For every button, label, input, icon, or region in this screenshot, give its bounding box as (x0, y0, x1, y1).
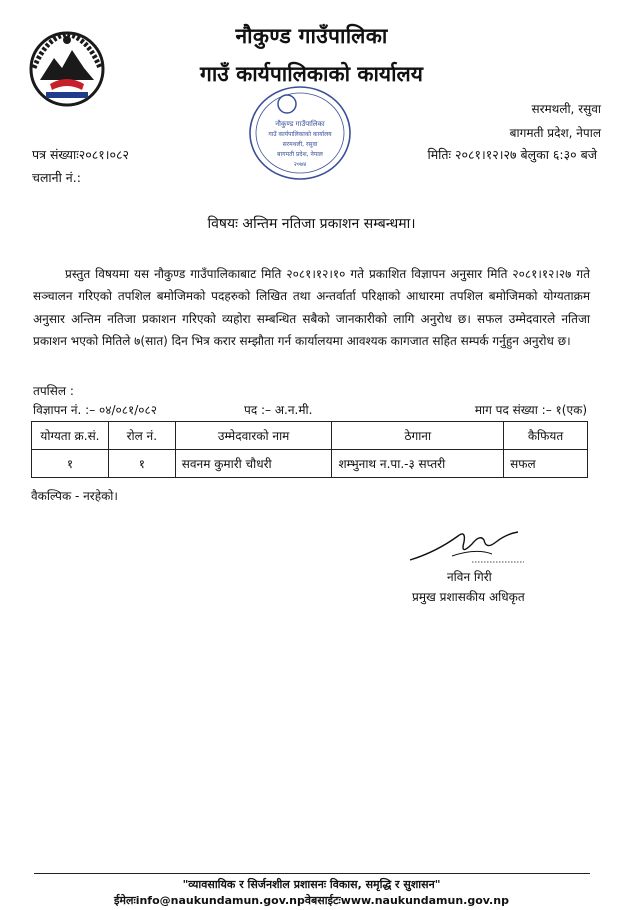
header-merit-no: योग्यता क्र.सं. (32, 422, 109, 450)
letter-number: पत्र संख्याः२०८१।०८२ (32, 147, 129, 162)
office-subtitle: गाउँ कार्यपालिकाको कार्यालय (200, 62, 423, 86)
footer-divider (34, 873, 590, 874)
dispatch-number: चलानी नं.: (32, 170, 81, 185)
cell-merit-no: १ (32, 450, 109, 478)
stamp-line-1: नौकुण्ड गाउँपालिका (275, 120, 325, 128)
stamp-line-5: २०७४ (293, 161, 307, 168)
header-remarks: कैफियत (504, 422, 588, 450)
header-candidate-name: उम्मेदवारको नाम (175, 422, 332, 450)
advertisement-number: विज्ञापन नं. :– ०४/०८१/०८२ (33, 403, 158, 417)
cell-address: शम्भुनाथ न.पा.-३ सप्तरी (332, 450, 504, 478)
stamp-line-4: बागमती प्रदेश, नेपाल (277, 151, 323, 158)
letter-body (33, 263, 590, 352)
details-label: तपसिल : (33, 384, 74, 398)
office-title: नौकुण्ड गाउँपालिका (235, 24, 388, 48)
table-row (32, 450, 588, 478)
signature (406, 526, 524, 568)
address-line-1: सरमथली, रसुवा (531, 102, 601, 116)
footer-contact: ईमेलःinfo@naukundamun.gov.npवेबसाईटःwww.naukundamun.gov.np (114, 894, 509, 907)
header-address: ठेगाना (332, 422, 504, 450)
signatory-title: प्रमुख प्रशासकीय अधिकृत (412, 590, 525, 604)
post-name: पद :– अ.न.मी. (244, 403, 313, 417)
cell-roll-no: १ (108, 450, 175, 478)
alternative-candidate-note: वैकल्पिक - नरहेको। (31, 489, 118, 503)
address-line-2: बागमती प्रदेश, नेपाल (509, 126, 601, 140)
footer-slogan: "व्यावसायिक र सिर्जनशील प्रशासनः विकास, समृद्धि र सुशासन" (182, 878, 441, 891)
signatory-name: नविन गिरी (447, 570, 492, 584)
header-roll-no: रोल नं. (108, 422, 175, 450)
table-header-row (32, 422, 588, 450)
cell-remarks: सफल (504, 450, 588, 478)
letter-date: मितिः २०८१।१२।२७ बेलुका ६:३० बजे (427, 147, 597, 162)
letter-subject: विषयः अन्तिम नतिजा प्रकाशन सम्बन्धमा। (207, 216, 416, 232)
office-stamp (247, 84, 353, 182)
demand-post-count: माग पद संख्या :– १(एक) (474, 403, 587, 417)
body-paragraph: प्रस्तुत विषयमा यस नौकुण्ड गाउँपालिकाबाट मिति २०८१।१२।१० गते प्रकाशित विज्ञापन अनुसार मिति २०८१।१२।२७ गते सञ्चालन गरिएको तपशिल बमोजिमको पदहरुको लिखित तथा अन्तर्वार्ता परिक्षाको आधारमा तपशिल बमोजिमको योग्यताक्रम अनुसार अन्तिम नतिजा प्रकाशन गरिएको व्यहोरा सम्बन्धित सबैको जानकारीको लागि अनुरोध छ। सफल उम्मेदवारले नतिजा प्रकाशन भएको मितिले ७(सात) दिन भित्र करार सम्झौता गर्न कार्यालयमा आवश्यक कागजात सहित सम्पर्क गर्नुहुन अनुरोध छ। (33, 267, 590, 348)
results-table (31, 421, 588, 478)
cell-candidate-name: सवनम कुमारी चौधरी (175, 450, 332, 478)
stamp-line-2: गाउँ कार्यपालिकाको कार्यालय (268, 131, 332, 138)
stamp-line-3: सरमथली, रसुवा (282, 141, 318, 148)
